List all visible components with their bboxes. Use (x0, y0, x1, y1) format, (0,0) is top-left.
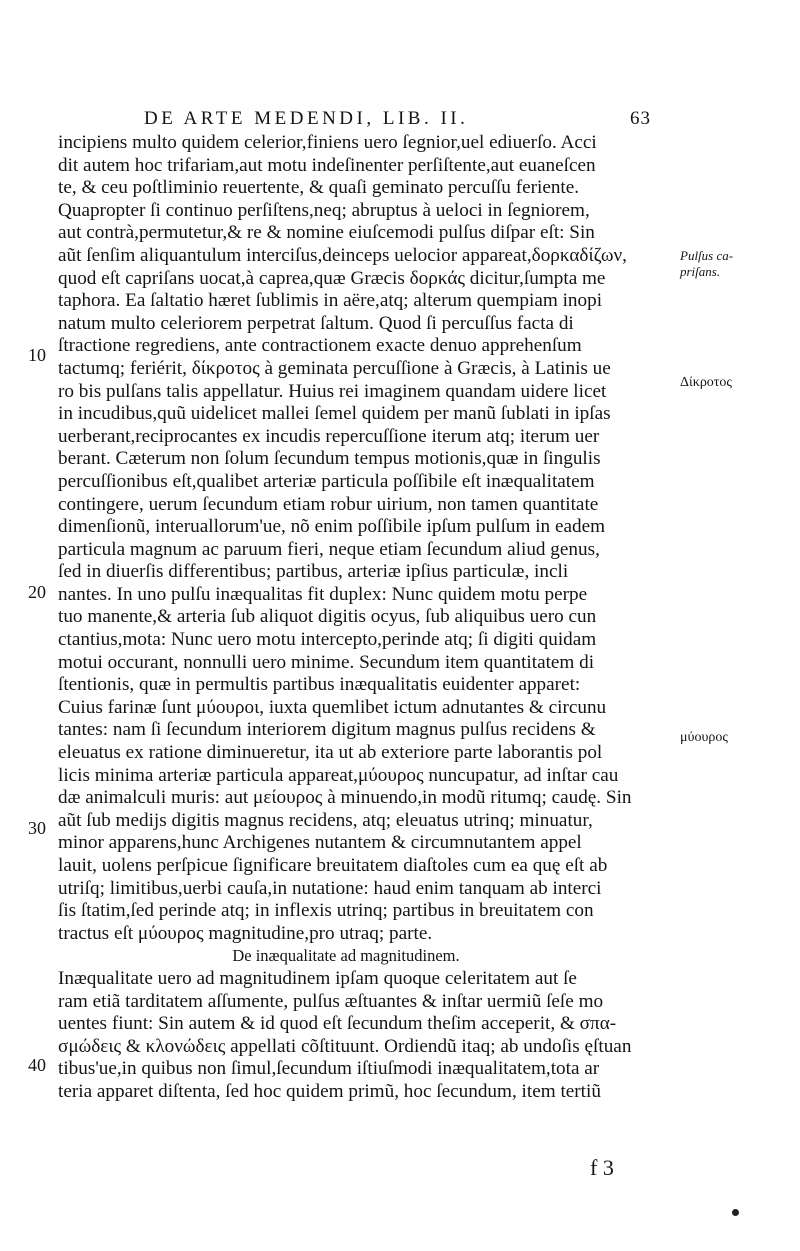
text-line: tactumq; feriérit, δίκροτος à geminata percuſſione à Græcis, à Latinis ue (58, 357, 611, 379)
text-line: ctantius,mota: Nunc uero motu intercepto,perinde atq; ſi digiti quidam (58, 629, 597, 651)
text-line: te, & ceu poſtliminio reuertente, & quaſi geminato percuſſu feriente. (58, 177, 580, 199)
text-line: utriſq; limitibus,uerbi cauſa,in nutatione: haud enim tanquam ab interci (58, 877, 602, 899)
text-line: Quapropter ſi continuo perſiſtens,neq; abruptus à ueloci in ſegniorem, (58, 199, 590, 221)
text-line: licis minima arteriæ particula appareat,μύουρος nuncupatur, ad inſtar cau (58, 764, 619, 786)
text-line: dit autem hoc trifariam,aut motu indeſinenter perſiſtente,aut euaneſcen (58, 154, 596, 176)
text-line: minor apparens,hunc Archigenes nutantem & circumnutantem appel (58, 832, 582, 854)
text-line: ſis ſtatim,ſed perinde atq; in inflexis utrinq; partibus in breuitatem con (58, 900, 594, 922)
text-line: tibus'ue,in quibus non ſimul,ſecundum iſtiuſmodi inæqualitatem,tota ar (58, 1058, 600, 1080)
text-line: aut contrà,permutetur,& re & nomine eiuſcemodi pulſus diſpar eſt: Sin (58, 222, 595, 244)
text-line: eleuatus ex ratione diminueretur, ita ut ab exteriore parte laborantis pol (58, 742, 603, 764)
text-line: aũt ſenſim aliquantulum interciſus,deinceps uelocior appareat,δορκαδίζων, (58, 244, 627, 266)
text-line: percuſſionibus eſt,qualibet arteriæ particula poſſibile eſt inæqualitatem (58, 470, 595, 492)
text-line: quod eſt capriſans uocat,à caprea,quæ Græcis δορκάς dicitur,ſumpta me (58, 267, 606, 289)
text-line: incipiens multo quidem celerior,finiens uero ſegnior,uel ediuerſo. Acci (58, 132, 597, 153)
text-line: σμώδεις & κλονώδεις appellati cõſtituunt. Ordiendũ itaq; ab undoſis ęſtuan (58, 1035, 632, 1057)
section-heading: De inæqualitate ad magnitudinem. (232, 946, 460, 966)
signature-mark: f 3 (590, 1155, 614, 1180)
text-line: natum multo celeriorem perpetrat ſaltum. Quod ſi percuſſus facta di (58, 312, 574, 334)
text-line: Cuius farinæ ſunt μύουροι, iuxta quemlibet ictum adnutantes & circunu (58, 696, 607, 718)
body-text (58, 132, 674, 1104)
line-number: 10 (28, 345, 46, 365)
line-number: 30 (28, 818, 46, 838)
text-line: ram etiã tarditatem aſſumente, pulſus æſtuantes & inſtar uermiũ ſeſe mo (58, 990, 604, 1012)
page-number: 63 (630, 108, 651, 129)
text-line: aũt ſub medijs digitis magnus recidens, atq; eleuatus utrinq; minuatur, (58, 809, 593, 831)
margin-note-myouros: μύουρος (680, 730, 728, 745)
text-line: in incudibus,quũ uidelicet mallei ſemel quidem per manũ ſublati in ipſas (58, 403, 611, 425)
line-number: 40 (28, 1055, 46, 1075)
running-header (130, 108, 730, 134)
text-line: dæ animalculi muris: aut μείουρος à minuendo,in modũ ritumq; caudę. Sin (58, 787, 632, 809)
text-line: ſtractione regrediens, ante contractionem exacte denuo apprehenſum (58, 335, 582, 357)
text-line: lauit, uolens perſpicue ſignificare breuitatem diaſtoles cum ea quę eſt ab (58, 855, 608, 876)
header-title: DE ARTE MEDENDI, LIB. II. (144, 108, 469, 129)
margin-note-dikrotos: Δίκροτος (680, 375, 732, 390)
text-line: uentes fiunt: Sin autem & id quod eſt ſecundum theſim acceperit, & σπα- (58, 1013, 617, 1035)
text-line: ſed in diuerſis differentibus; partibus, arteriæ ipſius particulæ, incli (58, 561, 569, 583)
line-number: 20 (28, 582, 46, 602)
text-line: nantes. In uno pulſu inæqualitas fit duplex: Nunc quidem motu perpe (58, 583, 588, 605)
text-line: tantes: nam ſi ſecundum interiorem digitum magnus pulſus recidens & (58, 719, 596, 741)
text-line: dimenſionũ, interuallorum'ue, nõ enim poſſibile ipſum pulſum in eadem (58, 516, 606, 538)
text-line: particula magnum ac paruum fieri, neque etiam ſecundum aliud genus, (58, 538, 600, 560)
text-line: ſtentionis, quæ in permultis partibus inæqualitatis euidenter apparet: (58, 674, 581, 696)
text-line: contingere, uerum ſecundum etiam robur uirium, non tamen quantitate (58, 493, 599, 515)
ink-spot (732, 1209, 739, 1216)
text-line: Inæqualitate uero ad magnitudinem ipſam quoque celeritatem aut ſe (58, 967, 577, 989)
text-line: teria apparet diſtenta, ſed hoc quidem primũ, hoc ſecundum, item tertiũ (58, 1080, 601, 1102)
text-line: uerberant,reciprocantes ex incudis repercuſſione iterum atq; iterum uer (58, 425, 600, 447)
margin-note-capriſans: Pulſus ca- priſans. (680, 248, 734, 279)
text-line: motui occurant, nonnulli uero minime. Secundum item quantitatem di (58, 651, 595, 673)
text-line: ro bis pulſans talis appellatur. Huius rei imaginem quandam uidere licet (58, 380, 607, 402)
text-line: berant. Cæterum non ſolum ſecundum tempus motionis,quæ in ſingulis (58, 448, 601, 470)
text-line: tuo manente,& arteria ſub aliquot digitis ocyus, ſub aliquibus uero cun (58, 606, 597, 628)
text-line: taphora. Ea ſaltatio hæret ſublimis in aëre,atq; alterum quempiam inopi (58, 290, 603, 312)
text-line: tractus eſt μύουρος magnitudine,pro utraq; parte. (58, 922, 433, 944)
